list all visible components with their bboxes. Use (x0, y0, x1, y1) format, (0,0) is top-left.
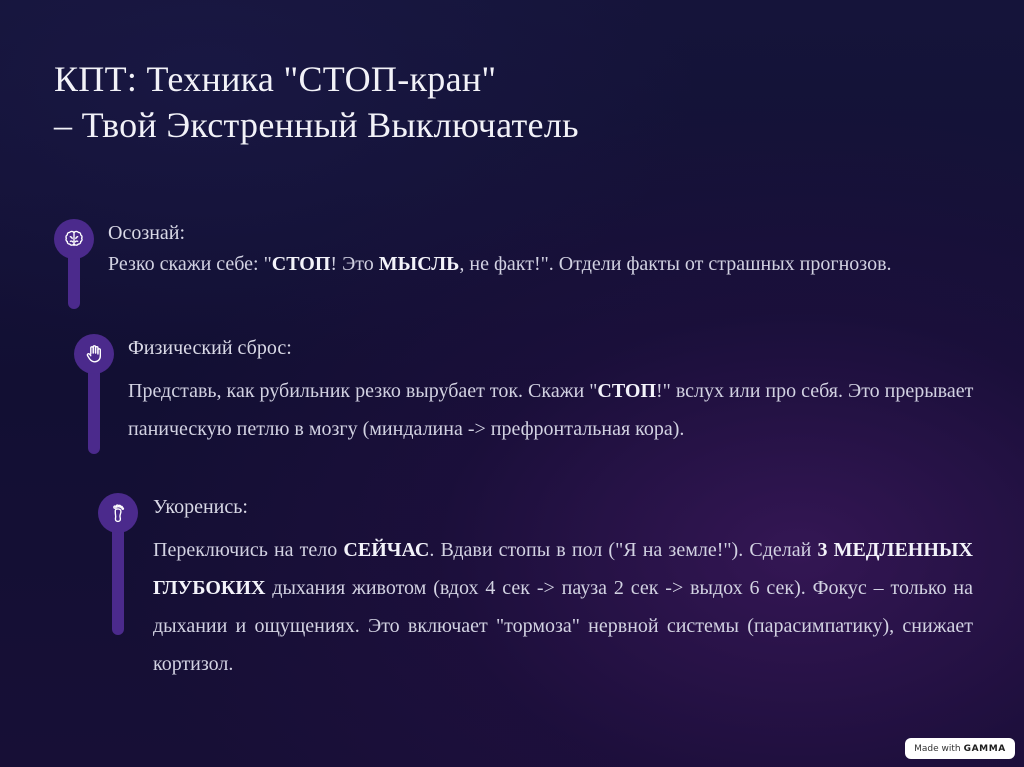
step-heading: Укоренись: (153, 496, 248, 518)
step-body (153, 493, 973, 683)
step-body (128, 334, 988, 448)
title-line-2: – Твой Экстренный Выключатель (54, 105, 579, 145)
step-icon-circle (54, 219, 94, 259)
emphasis-text: СЕЙЧАС (343, 539, 430, 561)
step-heading: Осознай: (108, 222, 186, 244)
emphasis-text: 3 МЕДЛЕННЫХ ГЛУБОКИХ (153, 539, 973, 599)
footprint-icon (107, 502, 129, 524)
made-with-gamma-badge[interactable] (905, 738, 1015, 759)
badge-prefix: Made with (914, 743, 961, 754)
slide-title (54, 56, 954, 148)
hand-icon (83, 343, 105, 365)
step-icon-circle (74, 334, 114, 374)
step-stem (88, 364, 100, 454)
gamma-logo: GAMMA (963, 743, 1006, 754)
brain-icon (63, 228, 85, 250)
step-text: Представь, как рубильник резко вырубает ток. Скажи "СТОП!" вслух или про себя. Это прерывает паническую петлю в мозгу (миндалина -> префронтальная кора). (128, 380, 974, 440)
step-marker (54, 219, 94, 259)
step-marker (98, 493, 138, 533)
emphasis-text: СТОП (271, 253, 331, 275)
step-text: Переключись на тело СЕЙЧАС. Вдави стопы в пол ("Я на земле!"). Сделай 3 МЕДЛЕННЫХ ГЛУБОКИХ дыхания животом (вдох 4 сек -> пауза 2 сек -> выдох 6 сек). Фокус – только на дыхании и ощущениях. Это включает "тормоза" нервной системы (парасимпатику), снижает кортизол. (153, 539, 973, 675)
step-icon-circle (98, 493, 138, 533)
emphasis-text: МЫСЛЬ (378, 253, 460, 275)
step-stem (112, 523, 124, 635)
title-line-1: КПТ: Техника "СТОП-кран" (54, 59, 497, 99)
step-body (108, 219, 988, 279)
emphasis-text: СТОП (597, 380, 657, 402)
step-text: Резко скажи себе: "СТОП! Это МЫСЛЬ, не факт!". Отдели факты от страшных прогнозов. (108, 253, 892, 275)
step-marker (74, 334, 114, 374)
step-heading: Физический сброс: (128, 337, 292, 359)
